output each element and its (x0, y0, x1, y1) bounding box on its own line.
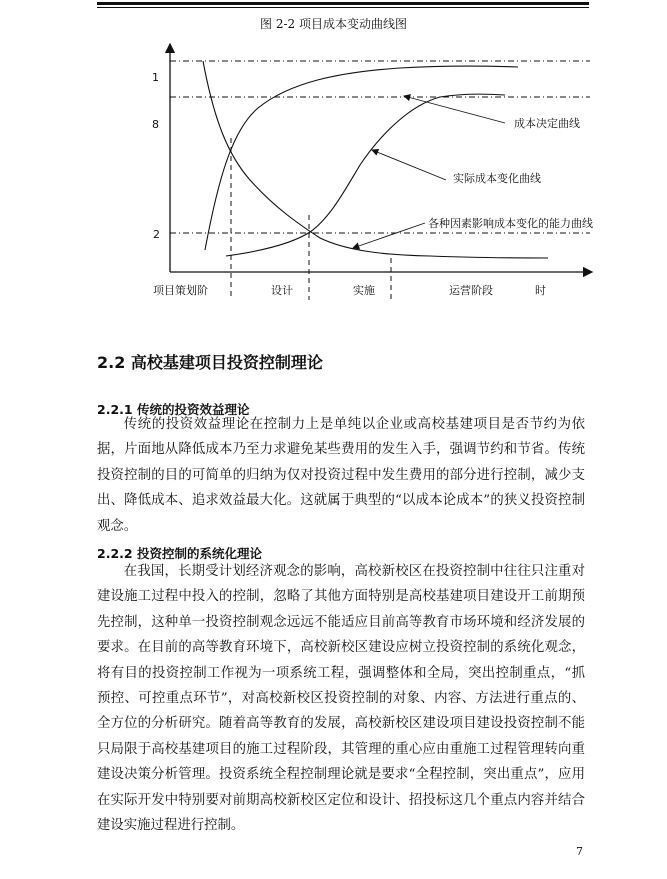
curve-label-influence: 各种因素影响成本变化的能力曲线 (428, 217, 593, 230)
curve-label-cost-decision: 成本决定曲线 (514, 117, 580, 130)
x-stage-label: 时 (535, 284, 546, 297)
subsection-heading-2: 2.2.2 投资控制的系统化理论 (97, 546, 262, 561)
figure-caption: 图 2-2 项目成本变动曲线图 (260, 17, 407, 31)
y-tick-label: 2 (153, 228, 160, 241)
x-stage-label: 实施 (353, 284, 375, 297)
y-tick-label: 8 (152, 118, 159, 131)
y-tick-label: 1 (152, 71, 159, 84)
section-heading: 2.2 高校基建项目投资控制理论 (97, 353, 323, 372)
cost-curve-figure (0, 0, 667, 330)
leader-cost-decision (404, 96, 505, 123)
x-stage-label: 设计 (271, 284, 293, 297)
x-stage-label: 项目策划阶 (153, 284, 208, 297)
leader-influence (353, 223, 425, 248)
leader-actual-cost (372, 150, 446, 180)
page-number: 7 (576, 845, 583, 858)
subsection-heading-1: 2.2.1 传统的投资效益理论 (97, 402, 250, 417)
paragraph-1: 传统的投资效益理论在控制力上是单纯以企业或高校基建项目是否节约为依据，片面地从降低成本乃至力求避免某些费用的发生入手，强调节约和节省。传统投资控制的目的可简单的归纳为仅对投资过程中发生费用的部分进行控制，减少支出、降低成本、追求效益最大化。这就属于典型的“以成本论成本”的狭义投资控制观念。 (97, 417, 585, 534)
curve-label-actual-cost: 实际成本变化曲线 (453, 172, 541, 185)
paragraph-2: 在我国，长期受计划经济观念的影响，高校新校区在投资控制中往往只注重对建设施工过程中投入的控制，忽略了其他方面特别是高校基建项目建设开工前期预先控制，这种单一投资控制观念远远不能适应目前高等教育市场环境和经济发展的要求。在目前的高等教育环境下，高校新校区建设应树立投资控制的系统化观念，将有目的投资控制工作视为一项系统工程，强调整体和全局，突出控制重点，“抓预控、可控重点环节”，对高校新校区投资控制的对象、内容、方法进行重点的、全方位的分析研究。随着高等教育的发展，高校新校区建设项目建设投资控制不能只局限于高校基建项目的施工过程阶段，其管理的重心应由重施工过程管理转向重建设决策分析管理。投资系统全程控制理论就是要求“全程控制，突出重点”，应用在实际开发中特别要对前期高校新校区定位和设计、招投标这几个重点内容并结合建设实施过程进行控制。 (97, 564, 585, 834)
x-stage-label: 运营阶段 (449, 284, 493, 297)
